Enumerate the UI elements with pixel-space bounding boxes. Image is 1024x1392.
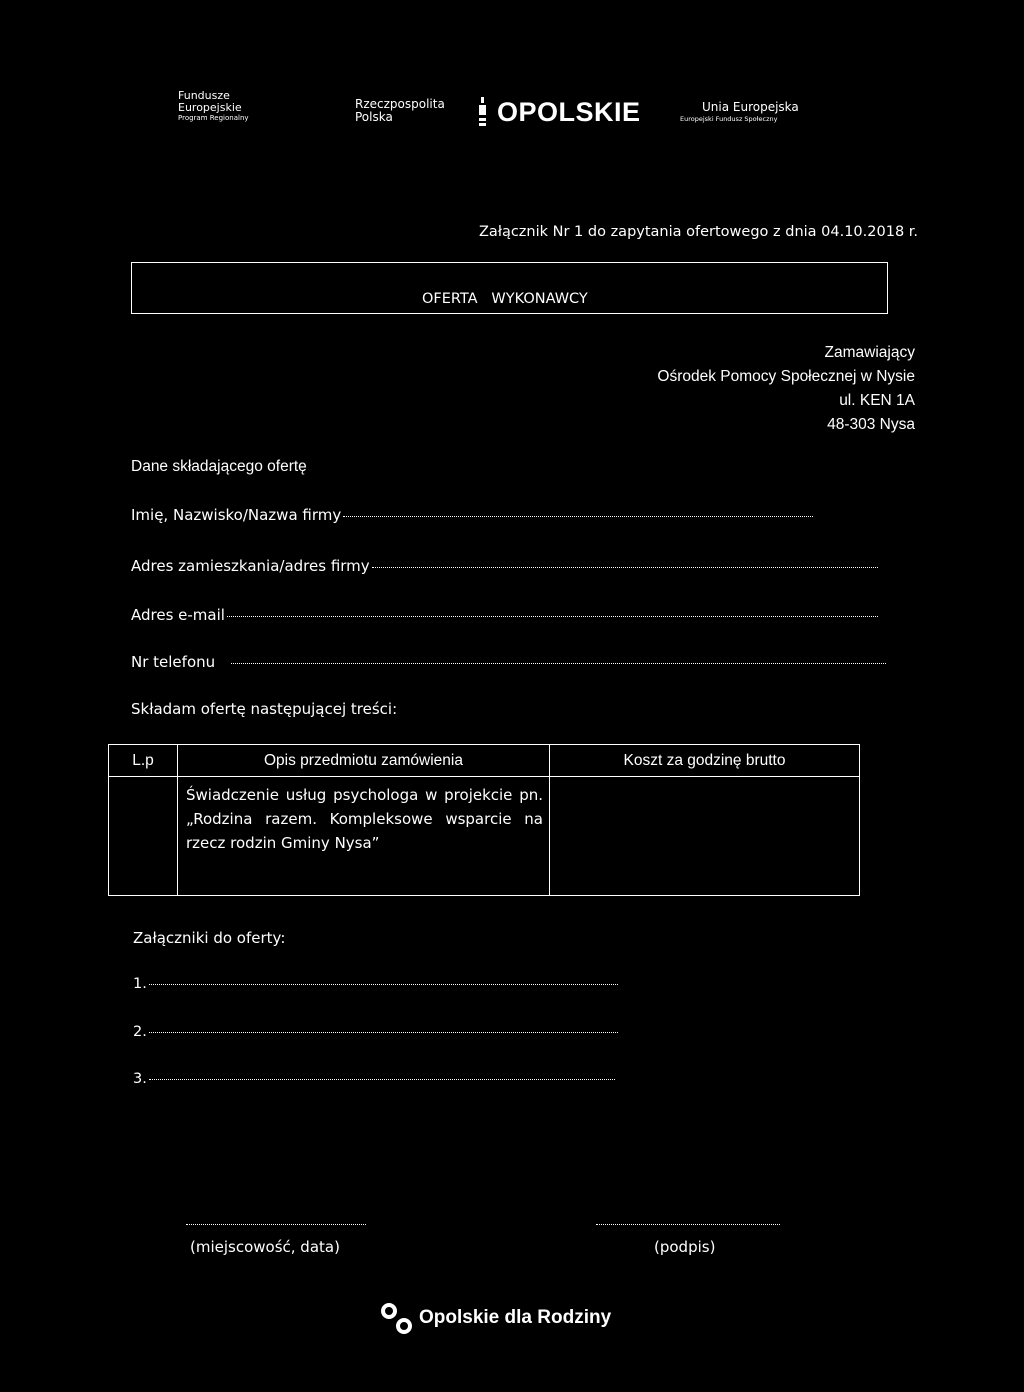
- field-address[interactable]: [131, 557, 878, 575]
- funds-logo-line1: Fundusze: [178, 89, 230, 102]
- cell-cost[interactable]: [550, 777, 860, 896]
- rp-logo-line1: Rzeczpospolita: [355, 97, 445, 111]
- opolskie-emblem-icon: [478, 95, 488, 129]
- cell-lp[interactable]: [109, 777, 178, 896]
- signature-dots[interactable]: [596, 1224, 780, 1225]
- attachment-item[interactable]: [133, 976, 618, 992]
- attachment-dots[interactable]: [149, 1031, 618, 1033]
- field-email-label: Adres e-mail: [131, 606, 225, 624]
- contracting-name: Ośrodek Pomocy Społecznej w Nysie: [657, 368, 915, 385]
- field-name[interactable]: [131, 506, 813, 524]
- attachment-number: 1.: [133, 976, 147, 992]
- offer-intro: Składam ofertę następującej treści:: [131, 700, 398, 718]
- field-phone-label: Nr telefonu: [131, 653, 216, 671]
- offer-title: OFERTA WYKONAWCY: [422, 291, 588, 307]
- contracting-label: Zamawiający: [824, 344, 915, 361]
- table-row: [109, 777, 860, 896]
- field-email[interactable]: [131, 606, 878, 624]
- footer-text: Opolskie dla Rodziny: [419, 1307, 612, 1328]
- attachment-dots[interactable]: [149, 1078, 615, 1080]
- table-header-row: [109, 745, 860, 777]
- place-date-label: (miejscowość, data): [190, 1238, 340, 1256]
- offer-title-box: [131, 262, 888, 314]
- rp-logo-line2: Polska: [355, 110, 393, 124]
- attachment-dots[interactable]: [149, 983, 618, 985]
- attachment-item[interactable]: [133, 1071, 615, 1087]
- field-name-dots[interactable]: [343, 515, 813, 517]
- funds-logo: [178, 90, 249, 123]
- attachments-heading: Załączniki do oferty:: [133, 929, 286, 947]
- field-phone-dots[interactable]: [231, 662, 886, 664]
- field-name-label: Imię, Nazwisko/Nazwa firmy: [131, 506, 342, 524]
- contracting-authority: [657, 341, 915, 437]
- field-phone[interactable]: [131, 653, 886, 671]
- cell-description: [178, 777, 550, 896]
- contracting-street: ul. KEN 1A: [839, 392, 915, 409]
- funds-logo-line2: Europejskie: [178, 101, 242, 114]
- field-address-label: Adres zamieszkania/adres firmy: [131, 557, 370, 575]
- opolskie-logo-text: OPOLSKIE: [497, 96, 641, 127]
- place-date-dots[interactable]: [186, 1224, 366, 1225]
- attachment-item[interactable]: [133, 1024, 618, 1040]
- annex-title: Załącznik Nr 1 do zapytania ofertowego z dnia 04.10.2018 r.: [479, 224, 919, 240]
- eu-logo: [680, 100, 799, 124]
- rp-logo: [355, 98, 445, 124]
- attachment-number: 2.: [133, 1024, 147, 1040]
- header-cost: Koszt za godzinę brutto: [550, 745, 860, 777]
- attachment-number: 3.: [133, 1071, 147, 1087]
- description-text: Świadczenie usług psychologa w projekcie pn. „Rodzina razem. Kompleksowe wsparcie na rzecz rodzin Gminy Nysa”: [186, 786, 543, 852]
- opolskie-logo: [478, 95, 641, 129]
- bidder-heading: Dane składającego ofertę: [131, 458, 307, 475]
- field-address-dots[interactable]: [372, 566, 878, 568]
- signature-label: (podpis): [654, 1238, 716, 1256]
- header-lp: L.p: [109, 745, 178, 777]
- two-circles-icon: [380, 1302, 412, 1334]
- field-email-dots[interactable]: [227, 615, 878, 617]
- header-description: Opis przedmiotu zamówienia: [178, 745, 550, 777]
- eu-logo-line2: Europejski Fundusz Społeczny: [680, 115, 778, 123]
- eu-logo-line1: Unia Europejska: [702, 100, 799, 114]
- footer-logo: [380, 1302, 611, 1334]
- contracting-city: 48-303 Nysa: [827, 416, 915, 433]
- funds-logo-line3: Program Regionalny: [178, 114, 249, 122]
- offer-table: [108, 744, 860, 896]
